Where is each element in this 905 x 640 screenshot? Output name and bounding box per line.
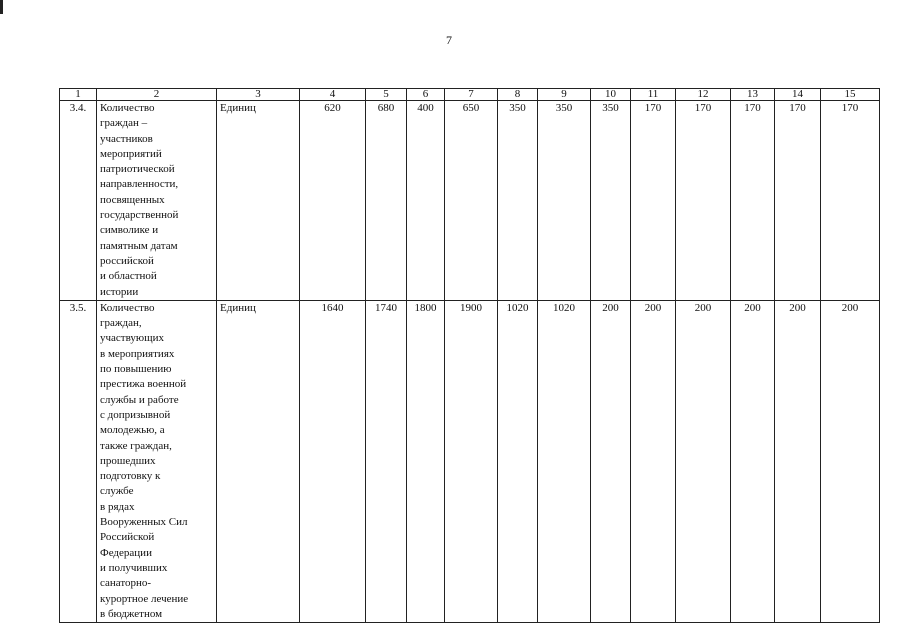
column-header: 6 — [407, 89, 445, 101]
column-header: 8 — [498, 89, 538, 101]
value-cell: 1640 — [300, 300, 366, 622]
table-row — [60, 101, 880, 301]
indicator-name: Количество граждан – участников мероприятий патриотической направленности, посвященных государственной символике и памятным датам российской и областной истории — [97, 101, 217, 301]
value-cell: 170 — [631, 101, 676, 301]
column-header: 13 — [731, 89, 775, 101]
value-cell: 170 — [775, 101, 821, 301]
value-cell: 620 — [300, 101, 366, 301]
indicator-name: Количество граждан, участвующих в мероприятиях по повышению престижа военной службы и работе с допризывной молодежью, а также граждан, прошедших подготовку к службе в рядах Вооруженных Сил Российской Федерации и получивших санаторно- курортное лечение в бюджетном — [97, 300, 217, 622]
page-number: 7 — [446, 33, 452, 47]
column-header: 2 — [97, 89, 217, 101]
column-header: 12 — [676, 89, 731, 101]
value-cell: 1020 — [538, 300, 591, 622]
value-cell: 1020 — [498, 300, 538, 622]
table-header — [60, 89, 880, 101]
header-row — [60, 89, 880, 101]
unit-of-measure: Единиц — [217, 300, 300, 622]
unit-of-measure: Единиц — [217, 101, 300, 301]
row-number: 3.4. — [60, 101, 97, 301]
value-cell: 200 — [591, 300, 631, 622]
value-cell: 200 — [821, 300, 880, 622]
value-cell: 350 — [498, 101, 538, 301]
value-cell: 200 — [676, 300, 731, 622]
row-number: 3.5. — [60, 300, 97, 622]
value-cell: 1740 — [366, 300, 407, 622]
value-cell: 200 — [731, 300, 775, 622]
column-header: 7 — [445, 89, 498, 101]
column-header: 14 — [775, 89, 821, 101]
column-header: 5 — [366, 89, 407, 101]
value-cell: 200 — [775, 300, 821, 622]
column-header: 11 — [631, 89, 676, 101]
table-row — [60, 300, 880, 622]
value-cell: 170 — [821, 101, 880, 301]
column-header: 15 — [821, 89, 880, 101]
column-header: 10 — [591, 89, 631, 101]
value-cell: 680 — [366, 101, 407, 301]
value-cell: 350 — [591, 101, 631, 301]
value-cell: 170 — [731, 101, 775, 301]
column-header: 1 — [60, 89, 97, 101]
value-cell: 170 — [676, 101, 731, 301]
value-cell: 1900 — [445, 300, 498, 622]
column-header: 9 — [538, 89, 591, 101]
column-header: 4 — [300, 89, 366, 101]
indicator-table — [59, 88, 880, 623]
scan-artifact-mark — [0, 0, 3, 14]
value-cell: 650 — [445, 101, 498, 301]
value-cell: 1800 — [407, 300, 445, 622]
value-cell: 200 — [631, 300, 676, 622]
column-header: 3 — [217, 89, 300, 101]
table-body — [60, 101, 880, 623]
value-cell: 400 — [407, 101, 445, 301]
value-cell: 350 — [538, 101, 591, 301]
